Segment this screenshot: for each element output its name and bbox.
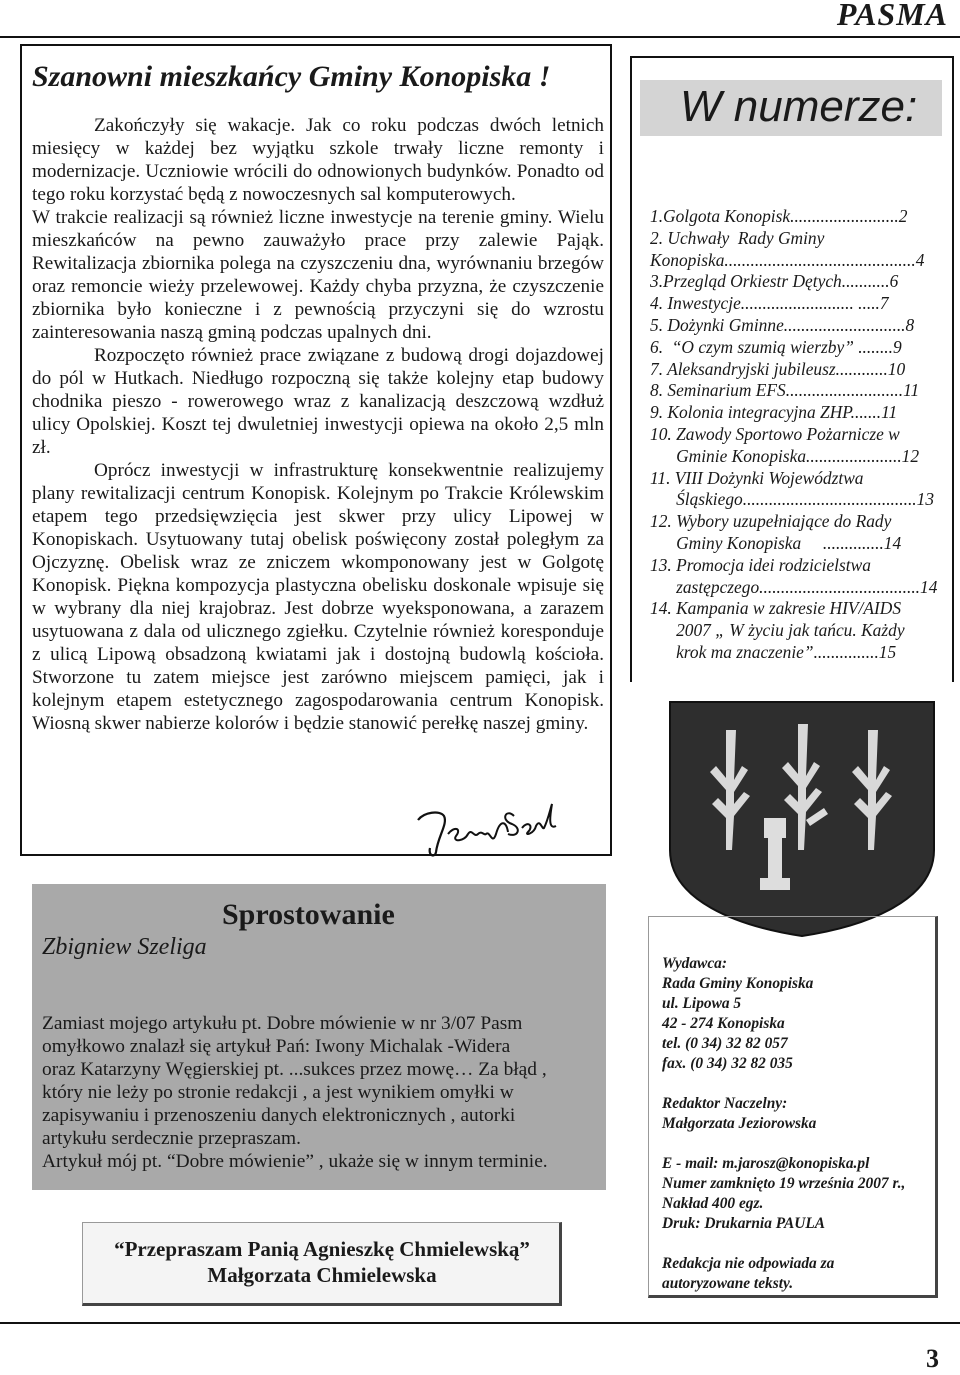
header-rule: [0, 36, 960, 38]
imprint-line: Redakcja nie odpowiada za: [662, 1255, 835, 1272]
imprint-line: ul. Lipowa 5: [662, 995, 742, 1012]
coat-of-arms-image: [668, 700, 936, 938]
toc-item: krok ma znaczenie”...............15: [650, 641, 897, 662]
erratum-title: Sprostowanie: [222, 898, 395, 931]
erratum-line: Artykuł mój pt. “Dobre mówienie” , ukaże się w innym terminie.: [42, 1151, 548, 1172]
erratum-line: Zamiast mojego artykułu pt. Dobre mówienie w nr 3/07 Pasm: [42, 1013, 523, 1034]
toc-item: 11. VIII Dożynki Województwa: [650, 467, 864, 488]
toc-item: 3.Przegląd Orkiestr Dętych...........6: [650, 271, 899, 292]
imprint-line: 42 - 274 Konopiska: [662, 1015, 785, 1032]
handwritten-signature: [410, 790, 570, 860]
toc-item: 4. Inwestycje.......................... .....7: [650, 293, 889, 314]
toc-item: 10. Zawody Sportowo Pożarnicze w: [650, 423, 900, 444]
toc-title: W numerze:: [680, 82, 918, 131]
imprint-line: Małgorzata Jeziorowska: [662, 1115, 817, 1132]
imprint-line: fax. (0 34) 32 82 035: [662, 1055, 793, 1072]
letter-paragraph: Zakończyły się wakacje. Jak co roku podczas dwóch letnich miesięcy w każdej bez wyjątku szkole trwały liczne remonty i modernizacje. Uczniowie wrócili do odnowionych budynków. Ponadto od tego roku korzystać będą z nowoczesnych sal komputerowych.: [32, 115, 604, 205]
apology-line: “Przepraszam Panią Agnieszkę Chmielewską”: [114, 1237, 530, 1261]
letter-paragraph: W trakcie realizacji są również liczne inwestycje na terenie gminy. Wielu mieszkańców na pewno zauważyło prace przy zalewie Pająk. Rewitalizacja zbiornika polega na czyszczeniu dna, wyrównaniu brzegów oraz remoncie wieży przelewowej. Każdy chyba przyzna, że czyszczenie zbiornika było konieczne i z pewnością przyczyni się do wzrostu zainteresowania naszą gminą podczas upalnych dni.: [32, 207, 604, 343]
erratum-line: oraz Katarzyny Węgierskiej pt. ...sukces przez mowę… Za błąd ,: [42, 1059, 547, 1080]
toc-item: 8. Seminarium EFS...........................11: [650, 380, 920, 401]
apology-signature: Małgorzata Chmielewska: [207, 1263, 437, 1287]
letter-body: [32, 114, 604, 735]
erratum-text: [42, 1012, 596, 1173]
imprint-line: Wydawca:: [662, 955, 727, 972]
toc-item: 2. Uchwały Rady Gminy: [650, 227, 825, 248]
imprint-line: Druk: Drukarnia PAULA: [662, 1215, 826, 1232]
imprint-line: autoryzowane teksty.: [662, 1275, 794, 1292]
imprint-line: [662, 1074, 952, 1094]
magazine-title: PASMA: [836, 0, 948, 32]
erratum-line: artykułu serdecznie przepraszam.: [42, 1128, 301, 1149]
imprint-line: Numer zamknięto 19 września 2007 r.,: [662, 1175, 906, 1192]
imprint-line: Redaktor Naczelny:: [662, 1095, 788, 1112]
toc-item: 14. Kampania w zakresie HIV/AIDS: [650, 598, 902, 619]
letter-paragraph: Rozpoczęto również prace związane z budową drogi dojazdowej do pól w Hutkach. Niedługo rozpoczną się także kolejny etap budowy chodnika pieszo - rowerowego wraz z kanalizacją deszczową wzdłuż ulicy Opolskiej. Koszt tej dwuletniej inwestycji opiewa na około 2,5 mln zł.: [32, 345, 604, 458]
erratum-line: zapisywaniu i przenoszeniu danych elektronicznych , autorki: [42, 1105, 516, 1126]
imprint-line: Nakład 400 egz.: [662, 1195, 764, 1212]
erratum-line: który nie leży po stronie redakcji , a jest wynikiem omyłki w: [42, 1082, 514, 1103]
footer-rule: [0, 1322, 960, 1324]
letter-title: Szanowni mieszkańcy Gminy Konopiska !: [32, 60, 551, 93]
imprint-text: [662, 954, 952, 1294]
erratum-line: omyłkowo znalazł się artykuł Pań: Iwony Michalak -Widera: [42, 1036, 511, 1057]
toc-item: Gminie Konopiska......................12: [650, 445, 920, 466]
toc-item: 9. Kolonia integracyjna ZHP.......11: [650, 402, 898, 423]
letter-paragraph: Oprócz inwestycji w infrastrukturę konsekwentnie realizujemy plany rewitalizacji centrum Konopisk. Kolejnym po Trakcie Królewskim etapem tego przedsięwzięcia jest skwer przy ulicy Lipowej w Konopiskach. Usytuowany tutaj obelisk poświęcony został poległym za Ojczyznę. Obelisk wraz ze zniczem wkomponowany jest w Golgotę Konopisk. Piękna kompozycja plastyczna obelisku doskonale wpisuje się w wybrany dla niej krajobraz. Jest dobrze wyeksponowana, a zarazem usytuowana z dala od ulicznego zgiełku. Czytelnie również koresponduje z ulicą Lipową obsadzoną kwiatami jak i dostojną budowlą kościoła. Stworzone tu zatem miejsce jest zarówno miejscem pamięci, jak i kolejnym etapem estetycznego zagospodarowania centrum Konopisk. Wiosną skwer nabierze kolorów i będzie stanowić perełkę naszej gminy.: [32, 460, 604, 734]
toc-item: Gminy Konopiska ..............14: [650, 532, 902, 553]
toc-item: 6. “O czym szumią wierzby” ........9: [650, 336, 902, 357]
toc-item: 1.Golgota Konopisk.........................2: [650, 206, 908, 226]
imprint-line: [662, 1234, 952, 1254]
toc-item: 2007 „ W życiu jak tańcu. Każdy: [650, 620, 905, 641]
imprint-line: [662, 1134, 952, 1154]
imprint-line: tel. (0 34) 32 82 057: [662, 1035, 788, 1052]
toc-item: Konopiska............................................4: [650, 249, 925, 270]
imprint-line: Rada Gminy Konopiska: [662, 975, 814, 992]
toc-item: Śląskiego........................................13: [650, 489, 935, 510]
erratum-author: Zbigniew Szeliga: [42, 934, 207, 960]
imprint-line: E - mail: m.jarosz@konopiska.pl: [662, 1155, 870, 1172]
toc-item: 5. Dożynki Gminne............................8: [650, 314, 915, 335]
toc-list: [650, 206, 940, 664]
toc-item: 13. Promocja idei rodzicielstwa: [650, 554, 871, 575]
toc-item: 12. Wybory uzupełniające do Rady: [650, 511, 892, 532]
toc-item: zastępczego.....................................14: [650, 576, 938, 597]
page-number: 3: [926, 1344, 939, 1373]
toc-item: 7. Aleksandryjski jubileusz............10: [650, 358, 906, 379]
apology-text: [82, 1236, 562, 1288]
